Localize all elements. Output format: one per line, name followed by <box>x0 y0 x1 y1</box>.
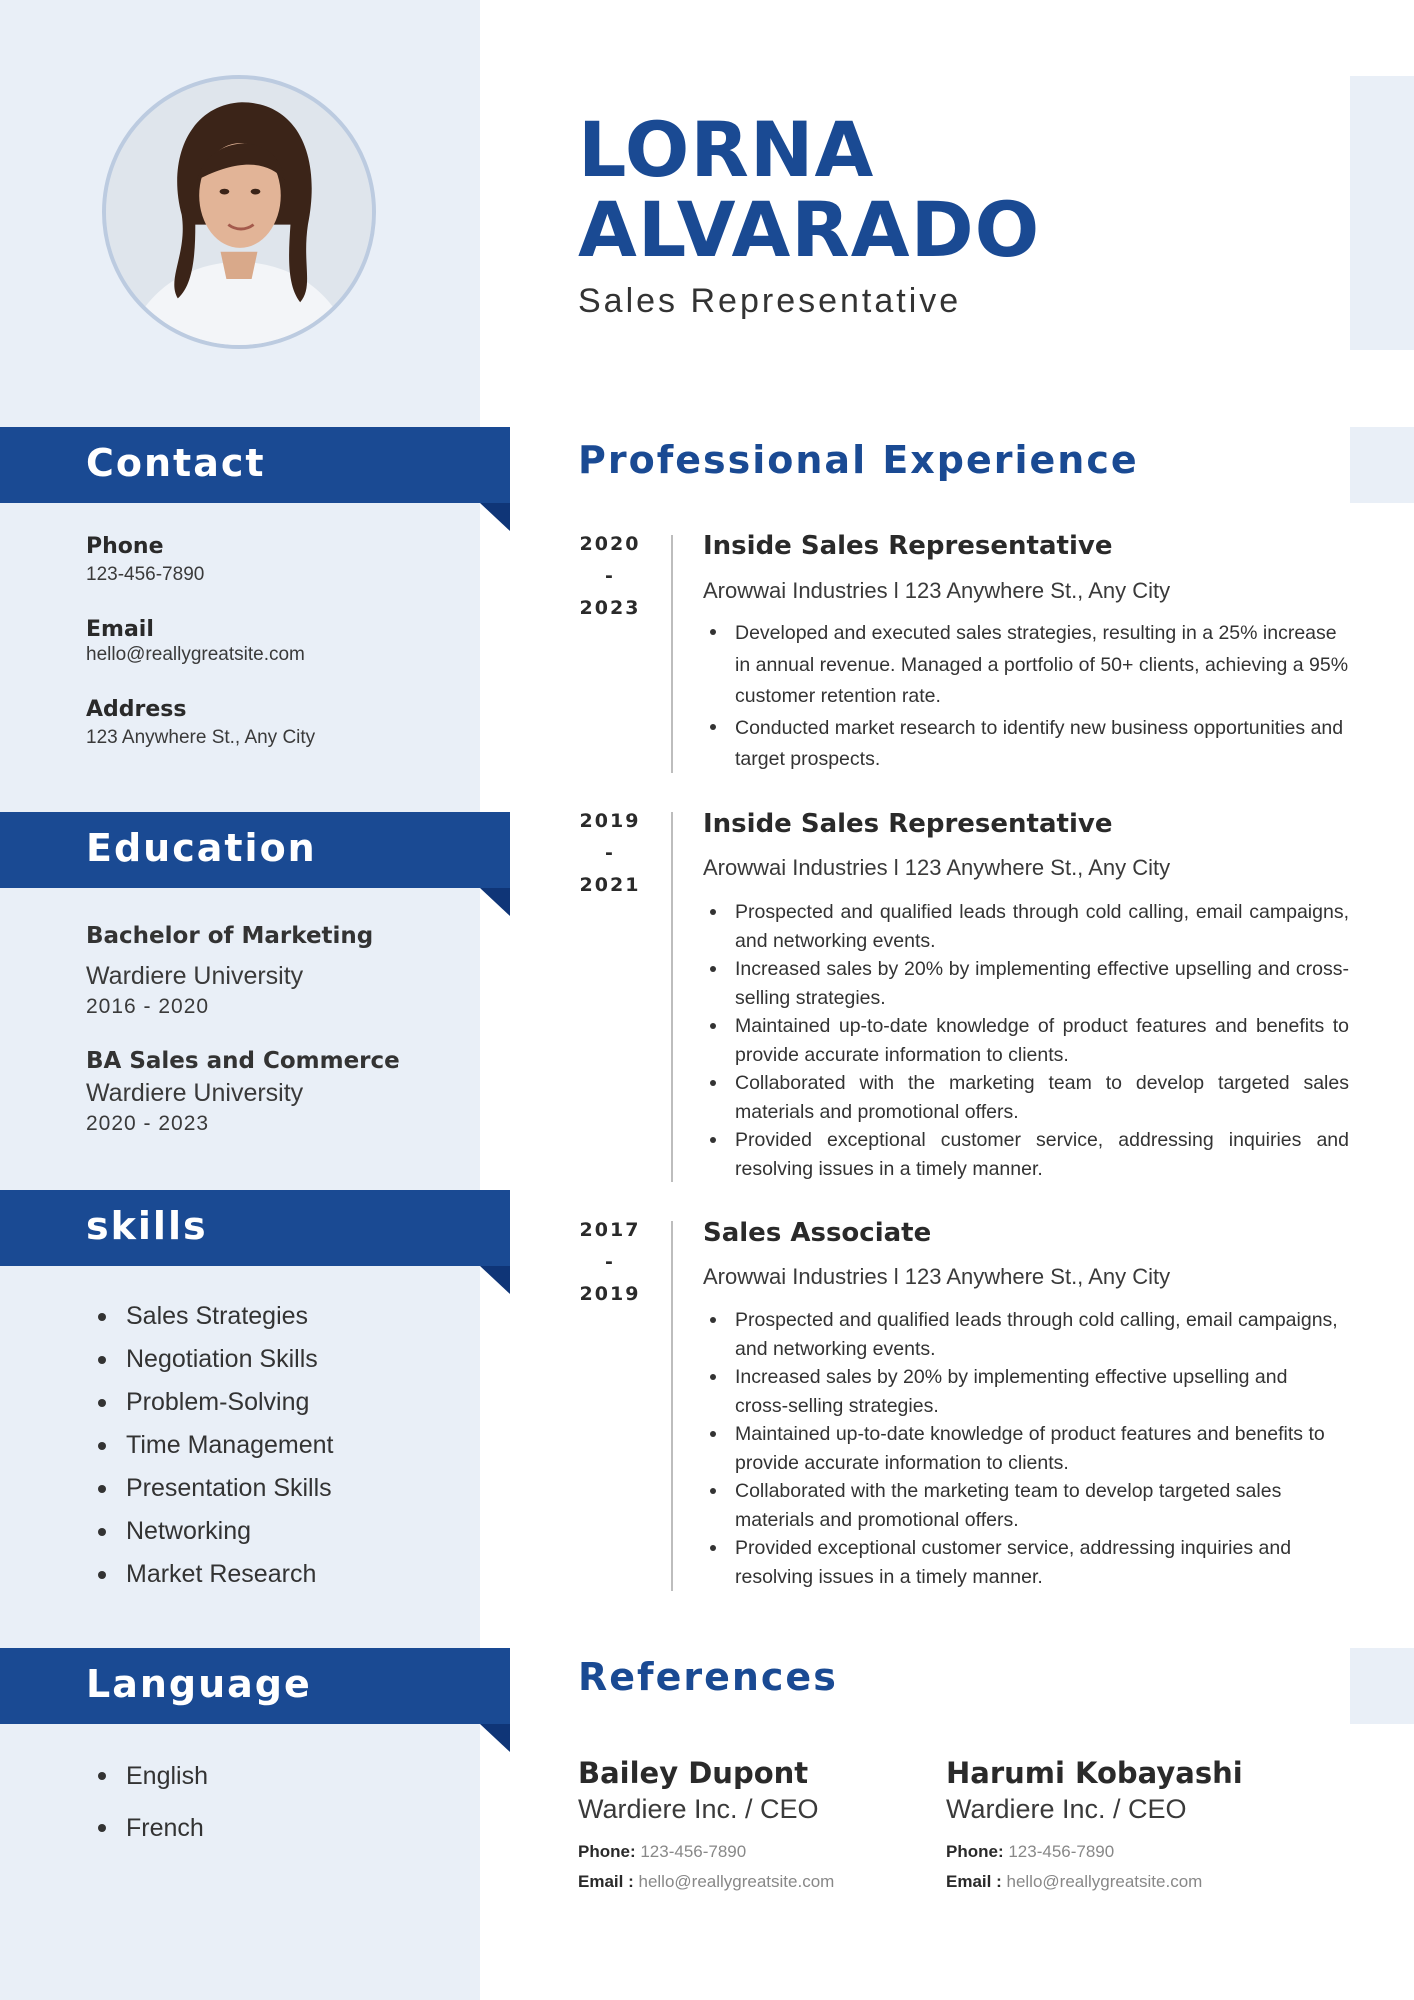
profile-photo <box>102 75 376 349</box>
reference-email-value: hello@reallygreatsite.com <box>638 1872 835 1891</box>
skill-item: Presentation Skills <box>98 1467 334 1510</box>
band-fold <box>480 503 510 531</box>
email-value: hello@reallygreatsite.com <box>86 644 305 665</box>
education-years: 2016 - 2020 <box>86 995 210 1018</box>
language-heading-band <box>0 1648 510 1724</box>
timeline-divider <box>671 812 673 1182</box>
job-bullet: Collaborated with the marketing team to develop targeted sales materials and promotional offers. <box>703 1477 1343 1534</box>
job-bullet: Increased sales by 20% by implementing effective upselling and cross-selling strategies. <box>703 1363 1343 1420</box>
phone-value: 123-456-7890 <box>86 564 205 585</box>
education-years: 2020 - 2023 <box>86 1112 210 1135</box>
education-heading-band <box>0 812 510 888</box>
reference-phone <box>946 1842 1114 1862</box>
job-role: Inside Sales Representative <box>703 531 1113 561</box>
decor-block <box>1350 1648 1414 1724</box>
job-role: Inside Sales Representative <box>703 809 1113 839</box>
reference-name: Bailey Dupont <box>578 1756 809 1790</box>
job-bullets <box>703 898 1349 1183</box>
name-first: LORNA <box>578 105 875 194</box>
decor-block <box>1350 427 1414 503</box>
year-dash: - <box>605 1251 615 1273</box>
phone-label: Phone <box>86 534 164 559</box>
candidate-name <box>578 105 1041 274</box>
education-heading: Education <box>86 826 317 870</box>
job-bullet: Maintained up-to-date knowledge of product features and benefits to provide accurate information to clients. <box>703 1012 1349 1069</box>
skills-heading: skills <box>86 1204 208 1248</box>
skill-item: Market Research <box>98 1553 334 1596</box>
job-years <box>560 805 660 901</box>
timeline-divider <box>671 1221 673 1591</box>
job-years <box>560 1214 660 1310</box>
job-bullet: Collaborated with the marketing team to develop targeted sales materials and promotional offers. <box>703 1069 1349 1126</box>
job-years <box>560 528 660 624</box>
language-list <box>98 1750 208 1854</box>
skill-item: Negotiation Skills <box>98 1338 334 1381</box>
reference-role: Wardiere Inc. / CEO <box>578 1794 819 1824</box>
job-bullets <box>703 1306 1343 1591</box>
job-bullet: Developed and executed sales strategies, resulting in a 25% increase in annual revenue. Managed a portfolio of 50+ clients, achieving a 95% customer retention rate. <box>703 618 1349 713</box>
job-bullet: Prospected and qualified leads through cold calling, email campaigns, and networking events. <box>703 898 1349 955</box>
education-degree: BA Sales and Commerce <box>86 1048 400 1074</box>
band-fold <box>480 1266 510 1294</box>
job-bullet: Conducted market research to identify new business opportunities and target prospects. <box>703 713 1349 776</box>
job-start-year: 2019 <box>579 810 641 832</box>
reference-email-label: Email : <box>578 1872 634 1891</box>
band-fold <box>480 888 510 916</box>
reference-phone-label: Phone: <box>578 1842 636 1861</box>
education-school: Wardiere University <box>86 962 304 990</box>
job-bullet: Provided exceptional customer service, addressing inquiries and resolving issues in a timely manner. <box>703 1534 1343 1591</box>
job-company: Arowwai Industries l 123 Anywhere St., Any City <box>703 1264 1171 1289</box>
language-heading: Language <box>86 1662 312 1706</box>
experience-heading: Professional Experience <box>578 438 1139 482</box>
language-item: English <box>98 1750 208 1802</box>
job-bullets <box>703 618 1349 776</box>
skills-heading-band <box>0 1190 510 1266</box>
skill-item: Networking <box>98 1510 334 1553</box>
reference-phone <box>578 1842 746 1862</box>
job-start-year: 2020 <box>579 533 641 555</box>
timeline-divider <box>671 535 673 773</box>
reference-phone-label: Phone: <box>946 1842 1004 1861</box>
reference-email <box>946 1872 1202 1892</box>
job-company: Arowwai Industries l 123 Anywhere St., Any City <box>703 578 1171 603</box>
name-last: ALVARADO <box>578 185 1041 274</box>
year-dash: - <box>605 842 615 864</box>
job-bullet: Maintained up-to-date knowledge of product features and benefits to provide accurate information to clients. <box>703 1420 1343 1477</box>
job-bullet: Prospected and qualified leads through cold calling, email campaigns, and networking events. <box>703 1306 1343 1363</box>
skills-list <box>98 1295 334 1596</box>
band-fold <box>480 1724 510 1752</box>
contact-heading: Contact <box>86 441 266 485</box>
education-degree: Bachelor of Marketing <box>86 923 374 949</box>
skill-item: Time Management <box>98 1424 334 1467</box>
candidate-title: Sales Representative <box>578 282 962 320</box>
reference-name: Harumi Kobayashi <box>946 1756 1243 1790</box>
education-school: Wardiere University <box>86 1079 304 1107</box>
references-heading: References <box>578 1655 838 1699</box>
contact-heading-band <box>0 427 510 503</box>
skill-item: Sales Strategies <box>98 1295 334 1338</box>
address-label: Address <box>86 697 187 722</box>
job-bullet: Provided exceptional customer service, addressing inquiries and resolving issues in a timely manner. <box>703 1126 1349 1183</box>
job-bullet: Increased sales by 20% by implementing effective upselling and cross-selling strategies. <box>703 955 1349 1012</box>
reference-phone-value: 123-456-7890 <box>640 1842 747 1861</box>
skill-item: Problem-Solving <box>98 1381 334 1424</box>
job-start-year: 2017 <box>579 1219 641 1241</box>
reference-email <box>578 1872 834 1892</box>
reference-phone-value: 123-456-7890 <box>1008 1842 1115 1861</box>
reference-role: Wardiere Inc. / CEO <box>946 1794 1187 1824</box>
job-end-year: 2021 <box>579 874 641 896</box>
year-dash: - <box>605 565 615 587</box>
job-role: Sales Associate <box>703 1218 932 1248</box>
decor-block <box>1350 76 1414 350</box>
job-end-year: 2019 <box>579 1283 641 1305</box>
reference-email-label: Email : <box>946 1872 1002 1891</box>
job-company: Arowwai Industries l 123 Anywhere St., Any City <box>703 855 1171 880</box>
language-item: French <box>98 1802 208 1854</box>
reference-email-value: hello@reallygreatsite.com <box>1006 1872 1203 1891</box>
address-value: 123 Anywhere St., Any City <box>86 727 316 748</box>
email-label: Email <box>86 617 154 642</box>
job-end-year: 2023 <box>579 597 641 619</box>
